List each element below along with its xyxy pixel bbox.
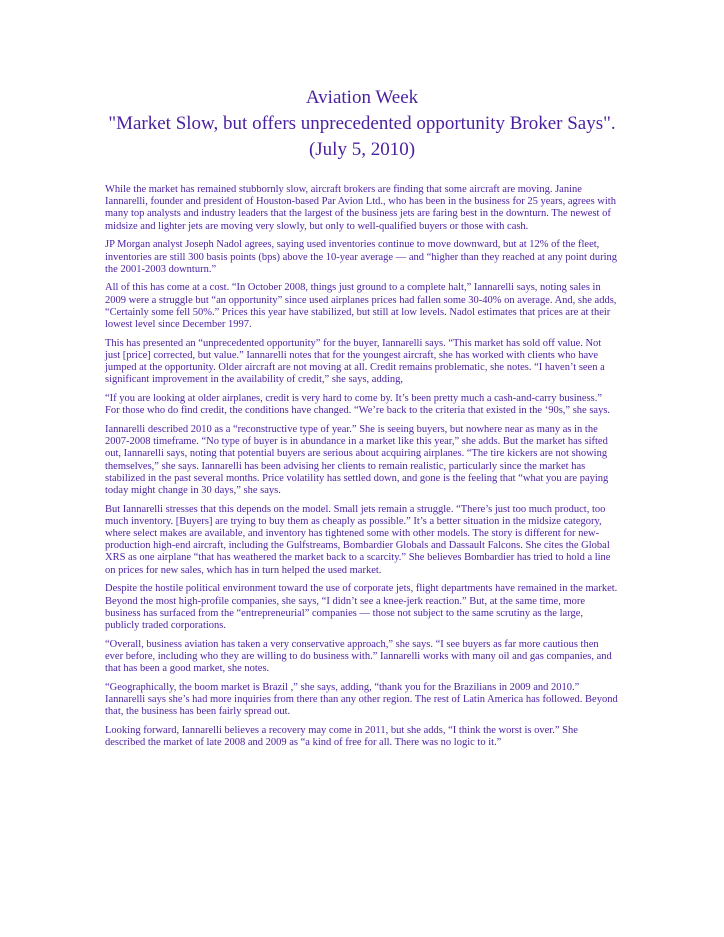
article-headline: "Market Slow, but offers unprecedented opportunity Broker Says". [108,113,616,134]
publication-name: Aviation Week [305,87,419,108]
paragraph-1: While the market has remained stubbornly slow, aircraft brokers are finding that some aircraft are moving. Janine Iannarelli, founder and president of Houston-based Par Avion Ltd., who has been in the business for 25 years, agrees with many top analysts and industry leaders that the largest of the business jets are faring best in the downturn. The newest of midsize and lighter jets are moving very slowly, but only to well-qualified buyers or those with cash. [105,184,616,232]
article-header [0,85,724,163]
paragraph-2: JP Morgan analyst Joseph Nadol agrees, saying used inventories continue to move downward, but at 12% of the fleet, inventories are still 300 basis points (bps) above the 10-year average — and “higher than they reached at any point during the 2001-2003 downturn.” [105,239,618,275]
paragraph-10: “Geographically, the boom market is Brazil ,” she says, adding, “thank you for the Brazilians in 2009 and 2010.” Iannarelli says she’s had more inquiries from there than any other region. The rest of Latin America has followed. Beyond that, the business has been fairly spread out. [105,681,618,718]
paragraph-3: All of this has come at a cost. “In October 2008, things just ground to a complete halt,” Iannarelli says, noting sales in 2009 were a struggle but “an opportunity” since used airplanes prices had fallen some 30-40% on average. And, she adds, “Certainly some fell 50%.” Prices this year have stabilized, but still at low levels. Nadol estimates that prices are at their lowest level since December 1997. [105,282,617,331]
paragraph-5: “If you are looking at older airplanes, credit is very hard to come by. It’s been pretty much a cash-and-carry business.” For those who do find credit, the conditions have changed. “We’re back to the criteria that existed in the ‘90s,” she says. [105,393,611,417]
paragraph-7: But Iannarelli stresses that this depends on the model. Small jets remain a struggle. “There’s just too much product, too much inventory. [Buyers] are trying to buy them as cheaply as possible.” It’s a better situation in the midsize category, where select makes are available, and inventory has tightened some with other models. The story is different for new-production high-end aircraft, including the Gulfstreams, Bombardier Globals and Dassault Falcons. She cites the Global XRS as one airplane “that has weathered the market back to a scarcity.” She believes Bombardier has tried to hold a line on prices for new sales, which has in turn helped the used market. [105,503,611,576]
paragraph-6: Iannarelli described 2010 as a “reconstructive type of year.” She is seeing buyers, but nowhere near as many as in the 2007-2008 timeframe. “No type of buyer is in abundance in a market like this year,” she adds. But the market has sifted out, Iannarelli says, noting that potential buyers are serious about acquiring airplanes. “The tire kickers are not showing themselves,” she says. Iannarelli has been advising her clients to remain realistic, particularly since the market has stabilized in the past several months. Price volatility has settled down, and gone is the feeling that “what you are paying today might change in 30 days,” she says. [105,423,609,496]
paragraph-4: This has presented an “unprecedented opportunity” for the buyer, Iannarelli says. “This market has sold off value. Not just [price] corrected, but value.” Iannarelli notes that for the youngest aircraft, she has worked with clients who have jumped at the opportunity. Older aircraft are not moving at all. Credit remains problematic, she notes. “I haven’t seen a significant improvement in the availability of credit,” she says, adding, [105,337,605,386]
paragraph-8: Despite the hostile political environment toward the use of corporate jets, flight departments have remained in the market. Beyond the most high-profile companies, she says, “I didn’t see a knee-jerk reaction.” But, at the same time, more business has surfaced from the “entrepreneurial” companies — those not subject to the same scrutiny as the large, publicly traded corporations. [105,583,618,631]
paragraph-11: Looking forward, Iannarelli believes a recovery may come in 2011, but she adds, “I think the worst is over.” She described the market of late 2008 and 2009 as “a kind of free for all. There was no logic to it.” [105,724,578,749]
article-body [105,184,618,756]
paragraph-9: “Overall, business aviation has taken a very conservative approach,” she says. “I see buyers as far more cautious then ever before, including who they are willing to do business with.” Iannarelli works with many oil and gas companies, and that has been a good market, she notes. [105,638,612,675]
article-date: (July 5, 2010) [308,139,416,160]
